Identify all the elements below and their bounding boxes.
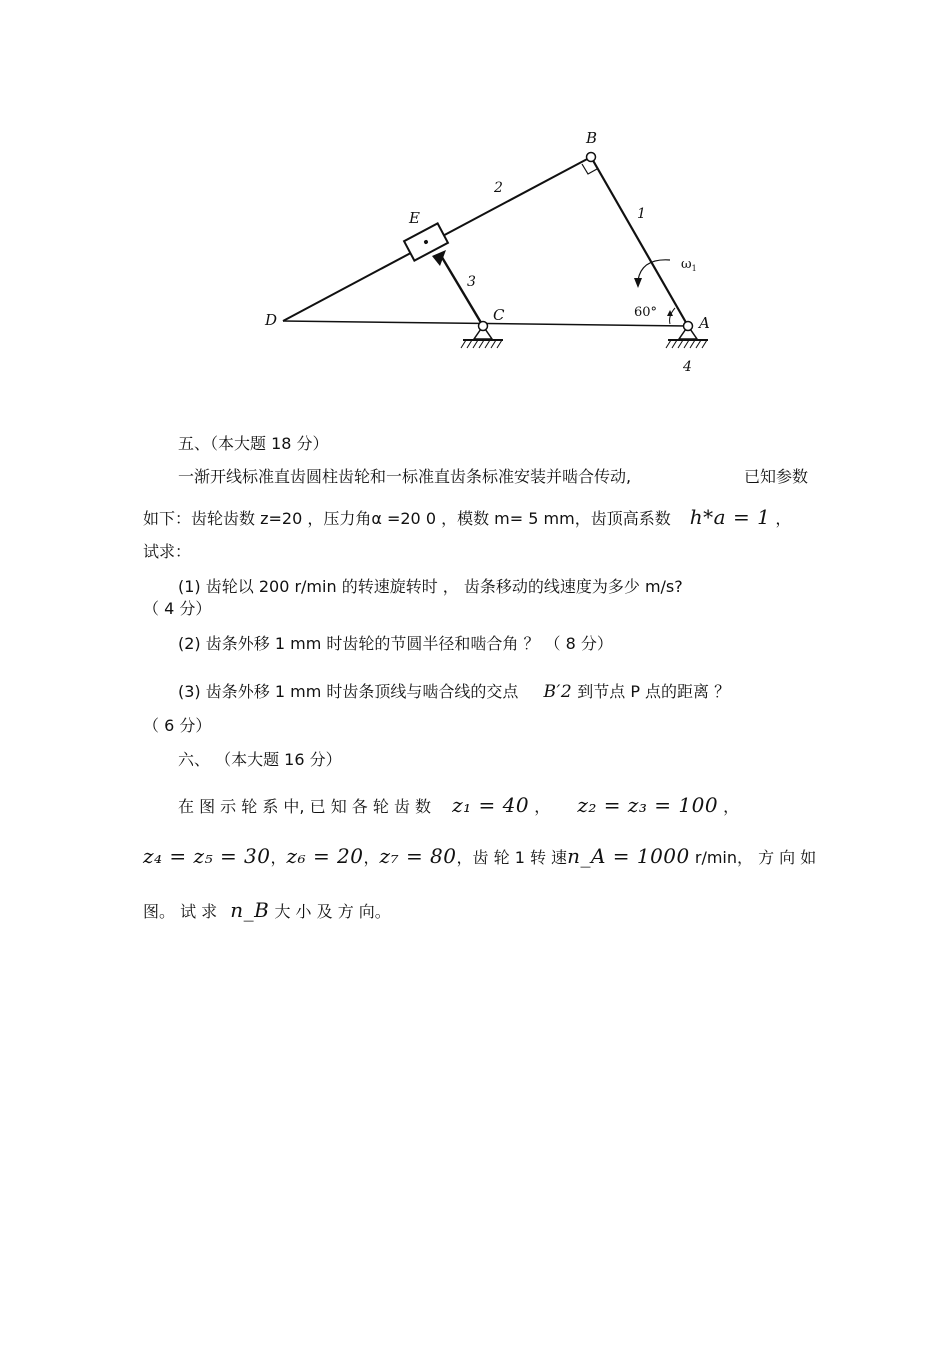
section6-last-line [143, 899, 808, 923]
section6-values [143, 844, 817, 869]
z2-z3-value: z₂ = z₃ = 100 [577, 793, 719, 817]
na-group [567, 845, 737, 869]
params-text: 如下：齿轮齿数 z=20 ，压力角α =20 0 ，模数 m= 5 mm，齿顶高系数 [143, 509, 671, 528]
label-d: D [265, 311, 278, 329]
label-a: A [699, 314, 710, 332]
b2-prime-symbol: B′2 [543, 682, 573, 702]
question-3-text-a: (3) 齿条外移 1 mm 时齿条顶线与啮合线的交点 [178, 682, 519, 701]
na-value: n_A = 1000 [567, 844, 690, 868]
question-3 [178, 681, 843, 703]
label-link-4: 4 [683, 359, 692, 375]
z6-value: z₆ = 20 [286, 844, 364, 868]
question-3-score: （ 6 分） [143, 716, 212, 735]
section5-ask: 试求： [143, 542, 192, 561]
z4-z5-group: z₄ = z₅ = 30， [143, 844, 287, 868]
question-1-score: （ 4 分） [143, 599, 212, 618]
link-1 [591, 157, 688, 326]
speed-unit: r/min [694, 848, 737, 867]
label-link-1: 1 [637, 206, 646, 222]
linkage-mechanism-figure [250, 120, 730, 385]
direction-text: ， 方 向 如 [737, 848, 817, 867]
last-text-a: 图。 试 求 [143, 902, 218, 921]
z7-group: z₇ = 80， [379, 844, 473, 868]
params-end: ， [775, 509, 792, 528]
section6-heading: 六、 （本大题 16 分） [178, 750, 342, 769]
speed-text: 齿 轮 1 转 速 [472, 848, 568, 867]
section6-intro-text: 在 图 示 轮 系 中, 已 知 各 轮 齿 数 [178, 797, 432, 816]
omega-arrow [638, 260, 670, 280]
section5-intro [178, 466, 808, 488]
section5-intro-left: 一渐开线标准直齿圆柱齿轮和一标准直齿条标准安装并啮合传动, [178, 467, 632, 486]
link-3 [440, 254, 483, 326]
label-link-3: 3 [467, 274, 476, 290]
label-angle: 60° [634, 305, 658, 320]
z6-group: z₆ = 20， [286, 844, 380, 868]
label-link-2: 2 [494, 180, 503, 196]
joint-b [587, 153, 596, 162]
section5-intro-right: 已知参数 [743, 467, 808, 486]
label-e: E [409, 209, 420, 227]
comma-1: ， [534, 797, 551, 816]
support-c [461, 322, 503, 349]
section5-heading: 五、（本大题 18 分） [178, 434, 329, 453]
z1-value: z₁ = 40 [452, 793, 530, 817]
last-text-b: 大 小 及 方 向。 [274, 902, 391, 921]
section5-params [143, 506, 808, 530]
z7-value: z₇ = 80 [379, 844, 457, 868]
question-1: (1) 齿轮以 200 r/min 的转速旋转时 ， 齿条移动的线速度为多少 m/s? [178, 577, 683, 596]
label-omega: $\omega_1$ [681, 257, 697, 273]
label-c: C [493, 306, 505, 324]
z4-z5-value: z₄ = z₅ = 30 [143, 844, 271, 868]
comma-2: ， [723, 797, 740, 816]
question-2: (2) 齿条外移 1 mm 时齿轮的节圆半径和啮合角 ？ （ 8 分） [178, 634, 613, 653]
section6-intro [178, 794, 843, 818]
question-3-text-b: 到节点 P 点的距离 ？ [577, 682, 731, 701]
ha-formula: h*a = 1 [689, 505, 771, 529]
nb-symbol: n_B [230, 898, 270, 922]
label-b: B [586, 129, 598, 147]
